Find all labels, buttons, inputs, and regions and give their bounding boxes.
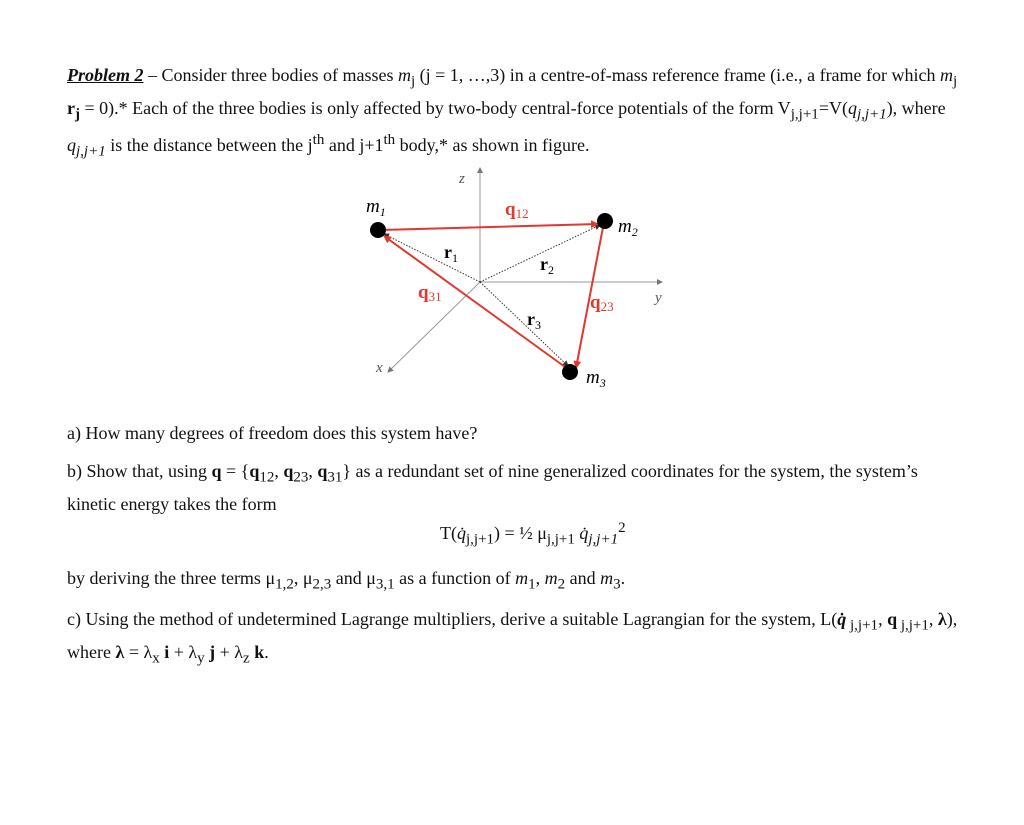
q12-vector xyxy=(380,224,598,230)
mass-1-dot xyxy=(370,222,386,238)
mass-3-dot xyxy=(562,364,578,380)
r2-label: $r_2$ xyxy=(540,254,554,277)
problem-statement: Problem 2 – Consider three bodies of masses $m_j$ (j = 1, …,3) in a centre-of-mass reference frame (i.e., a frame for which $m_j$ $r_j = 0).*$ Each of the three bodies is only affected by two-body central-force potentials of the form $V_{j,j+1}=V(q_{j,j+1})$, where $q_{j,j+1}$ is the distance between the $j^{th}$ and j+1th body,* as shown in figure. xyxy=(67,65,958,160)
mass-1-label: $m_1$ xyxy=(366,196,386,219)
r3-vector xyxy=(480,282,568,366)
x-axis-label: x xyxy=(376,360,383,376)
question-c: c) Using the method of undetermined Lagrange multipliers, derive a suitable Lagrangian for the system, L(q̇ $_{j,j+1}$, q $_{j,j+1}$, λ), where $\lambda = \lambda_x$ $i + \lambda_y$ $j + \lambda_z$ k. xyxy=(67,609,958,667)
question-b: b) Show that, using $q = \{q_{12}$, $q_{23}$, $q_{31}$} as a redundant set of nine generalized coordinates for the system, the system’s kinetic energy takes the form xyxy=(67,461,918,514)
mass-2-dot xyxy=(597,213,613,229)
z-axis-label: z xyxy=(459,171,465,187)
r1-label: $r_1$ xyxy=(444,242,458,265)
question-b-continued: by deriving the three terms $\mu_{1,2}$, $\mu_{2,3}$ and $\mu_{3,1}$ as a function of $m_1$, $m_2$ and $m_3$. xyxy=(67,568,626,593)
q23-label: q23 xyxy=(590,292,614,314)
q12-label: q12 xyxy=(505,199,529,221)
y-axis-label: y xyxy=(655,290,662,306)
question-a: a) How many degrees of freedom does this system have? xyxy=(67,423,478,443)
kinetic-energy-equation: $T(q̇_{j,j+1})$ = ½ $\mu_{j,j+1}$ $q̇_{j,j+1}^2$ xyxy=(440,520,626,548)
three-body-diagram xyxy=(330,160,690,400)
q31-label: q31 xyxy=(418,282,442,304)
r1-vector xyxy=(384,234,480,282)
mass-2-label: $m_2$ xyxy=(618,216,638,239)
r3-label: $r_3$ xyxy=(527,309,541,332)
mass-3-label: $m_3$ xyxy=(586,367,606,390)
problem-label: Problem 2 xyxy=(67,65,144,85)
